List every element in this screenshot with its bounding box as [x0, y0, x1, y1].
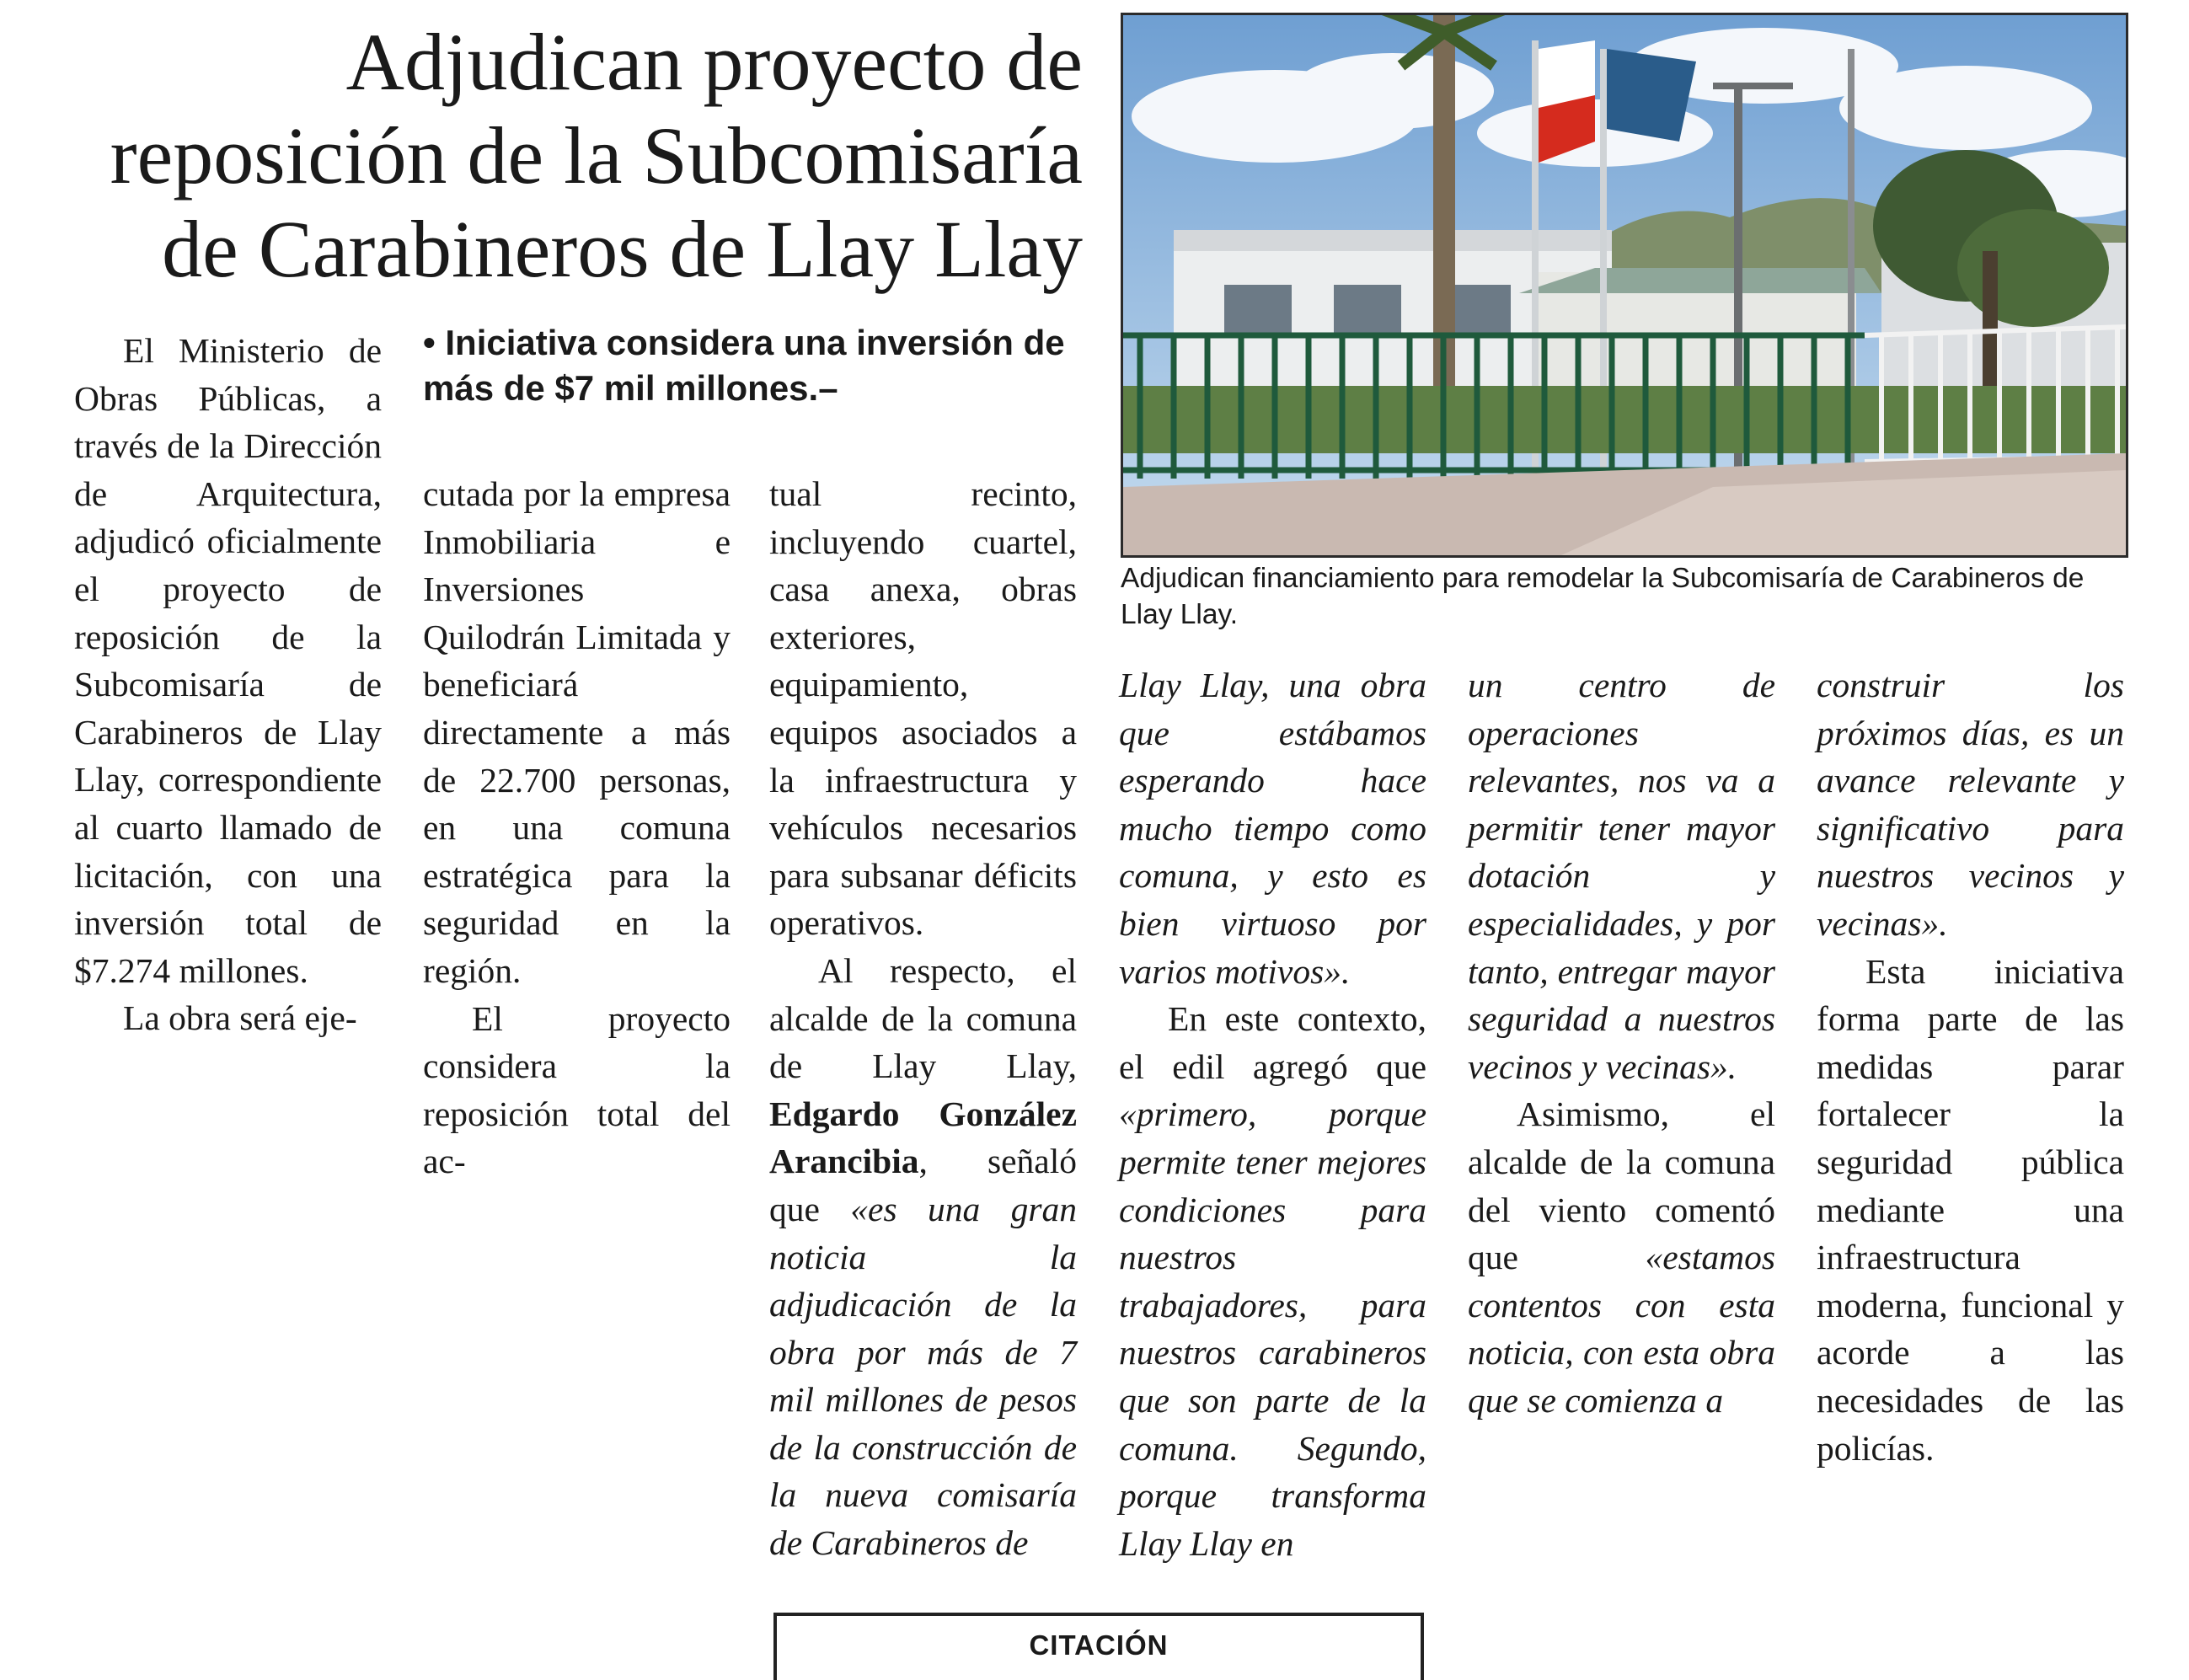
photo-caption: Adjudican financiamiento para remodelar la Subcomisaría de Carabineros de Llay Llay.	[1121, 563, 2085, 630]
column-6-paragraph-2: Esta iniciativa forma parte de las medidas parar fortalecer la seguridad pública mediante una infraestructura moderna, funcional y acorde a las necesidades de las policías.	[1817, 951, 2124, 1468]
column-4-quote-2: «primero, porque permite tener mejores condiciones para nuestros trabajadores, para nuestros carabineros que son parte de la comuna. Segundo, porque transforma Llay Llay en	[1119, 1094, 1426, 1563]
police-station-photo	[1121, 13, 2128, 558]
column-5-paragraph-2	[1468, 1090, 1775, 1424]
mayor-name: Edgardo González Arancibia	[769, 1094, 1077, 1181]
column-1-paragraph-2: La obra será eje-	[123, 998, 357, 1038]
column-5-quote-1: un centro de operaciones relevantes, nos va a permitir tener mayor dotación y especialidades, y por tanto, entregar mayor seguridad a nuestros vecinos y vecinas».	[1468, 666, 1775, 1086]
column-4-quote-1: Llay Llay, una obra que estábamos esperando hace mucho tiempo como comuna, y esto es bien virtuoso por varios motivos».	[1119, 666, 1426, 991]
column-4-text-a: En este contexto, el edil agregó que	[1119, 999, 1426, 1086]
article-column-1	[74, 327, 382, 1042]
photo-illustration	[1123, 15, 2126, 555]
column-6-quote-1: construir los próximos días, es un avance relevante y significativo para nuestros vecinos y vecinas».	[1817, 666, 2124, 943]
headline	[51, 15, 1083, 296]
column-3-quote: «es una gran noticia la adjudicación de la obra por más de 7 mil millones de pesos de la construcción de la nueva comisaría de Carabineros de	[769, 1189, 1077, 1563]
article-column-6	[1817, 661, 2124, 1472]
headline-line-2: reposición de la Subcomisaría	[110, 110, 1083, 201]
citacion-label: CITACIÓN	[1029, 1629, 1169, 1661]
column-3-paragraph-2	[769, 947, 1077, 1567]
column-5-quote-2: «estamos contentos con esta noticia, con esta obra que se comienza a	[1468, 1238, 1775, 1420]
article-column-2	[423, 470, 731, 1185]
column-5-text-a: Asimismo, el alcalde de la comuna del viento comentó que	[1468, 1094, 1775, 1277]
citacion-section-header	[773, 1613, 1424, 1680]
column-3-text-b: , señaló que	[769, 1142, 1077, 1228]
headline-line-3: de Carabineros de Llay Llay	[162, 204, 1083, 294]
column-3-paragraph-1: tual recinto, incluyendo cuartel, casa anexa, obras exteriores, equipamiento, equipos asociados a la infraestructura y vehículos necesarios para subsanar déficits operativos.	[769, 474, 1077, 943]
column-4-paragraph-2	[1119, 995, 1426, 1567]
headline-line-1: Adjudican proyecto de	[345, 17, 1083, 107]
lead-bullet: • Iniciativa considera una inversión de más de $7 mil millones.–	[423, 323, 1065, 408]
column-2-paragraph-2: El proyecto considera la reposición total del ac-	[423, 998, 731, 1181]
column-2-paragraph-1: cutada por la empresa Inmobiliaria e Inversiones Quilodrán Limitada y beneficiará directamente a más de 22.700 personas, en una comuna estratégica para la seguridad en la región.	[423, 474, 731, 990]
article-column-5	[1468, 661, 1775, 1425]
article-column-3	[769, 470, 1077, 1567]
column-3-text-a: Al respecto, el alcalde de la comuna de Llay Llay,	[769, 950, 1077, 1086]
article-column-4	[1119, 661, 1426, 1567]
column-1-paragraph-1: El Ministerio de Obras Públicas, a través de la Dirección de Arquitectura, adjudicó oficialmente el proyecto de reposición de la Subcomisaría de Carabineros de Llay Llay, correspondiente al cuarto llamado de licitación, con una inversión total de $7.274 millones.	[74, 331, 382, 990]
